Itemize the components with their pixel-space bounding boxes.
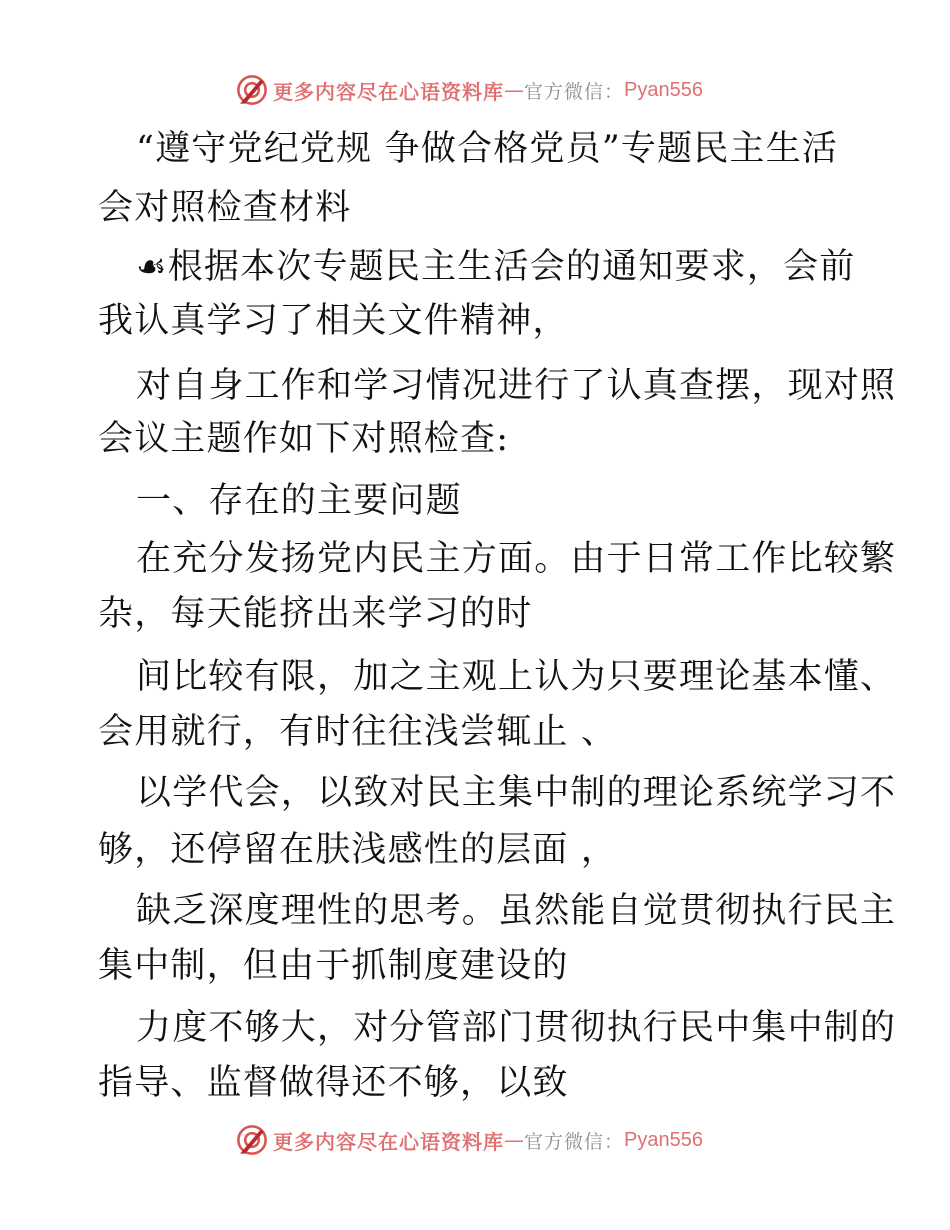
paragraph-line: 集中制，但由于抓制度建设的 <box>98 946 569 986</box>
watermark-dash: — <box>504 1128 524 1152</box>
quill-logo-icon <box>235 1123 269 1157</box>
watermark-id: Pyan556 <box>624 1128 703 1151</box>
watermark-footer <box>235 1122 703 1158</box>
paragraph-line: 对自身工作和学习情况进行了认真查摆，现对照 <box>136 366 897 406</box>
watermark-label: 官方微信： <box>524 1130 625 1153</box>
paragraph-text: 根据本次专题民主生活会的通知要求，会前 <box>167 247 856 287</box>
paragraph-line: 够，还停留在肤浅感性的层面 ， <box>98 830 618 870</box>
paragraph-line: 间比较有限，加之主观上认为只要理论基本懂、 <box>136 657 897 697</box>
paragraph-line: 以学代会，以致对民主集中制的理论系统学习不 <box>136 773 897 813</box>
paragraph-line: 指导、监督做得还不够，以致 <box>98 1063 569 1103</box>
paragraph-line: 会议主题作如下对照检查: <box>98 419 510 459</box>
fleuron-ornament: ☙ <box>136 247 168 287</box>
paragraph-line: 在充分发扬党内民主方面。由于日常工作比较繁 <box>136 539 897 579</box>
paragraph-line: 杂，每天能挤出来学习的时 <box>98 594 533 634</box>
watermark-brand: 更多内容尽在心语资料库 <box>273 1129 504 1154</box>
paragraph-line: 会用就行，有时往往浅尝辄止 、 <box>98 712 618 752</box>
watermark-brand: 更多内容尽在心语资料库 <box>273 79 504 104</box>
watermark-header <box>235 72 703 108</box>
document-title-line-1: “遵守党纪党规 争做合格党员”专题民主生活 <box>136 129 839 169</box>
watermark-label: 官方微信： <box>524 80 625 103</box>
paragraph-line: 力度不够大，对分管部门贯彻执行民中集中制的 <box>136 1008 897 1048</box>
section-heading: 一、存在的主要问题 <box>136 481 462 521</box>
paragraph-line: 缺乏深度理性的思考。虽然能自觉贯彻执行民主 <box>136 891 897 931</box>
paragraph-line: 我认真学习了相关文件精神， <box>98 301 569 341</box>
paragraph-line <box>136 247 856 287</box>
document-title-line-2: 会对照检查材料 <box>98 188 352 228</box>
quill-logo-icon <box>235 73 269 107</box>
watermark-dash: — <box>504 78 524 102</box>
watermark-id: Pyan556 <box>624 78 703 101</box>
